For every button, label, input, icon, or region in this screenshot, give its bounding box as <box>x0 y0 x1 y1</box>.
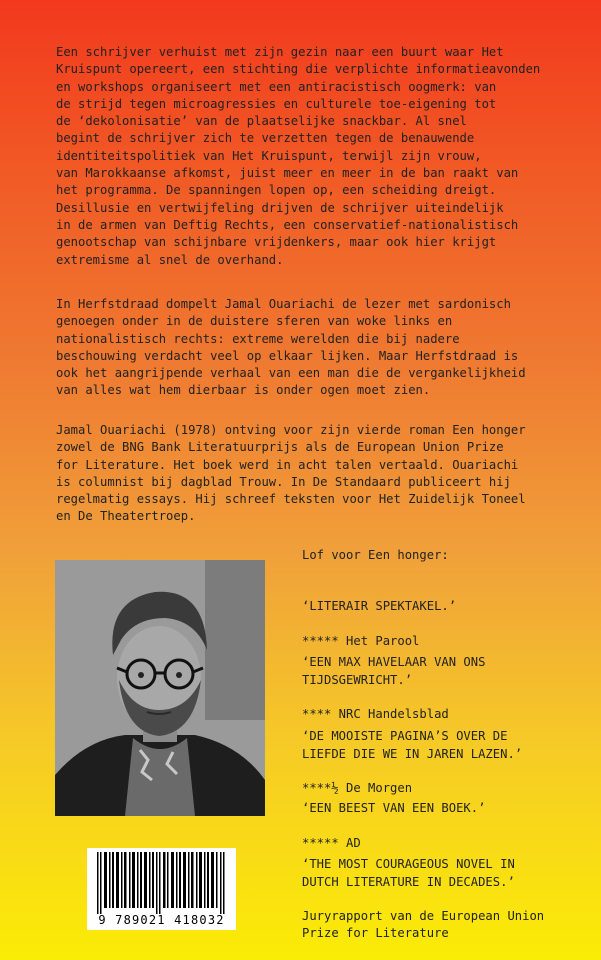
review-item <box>302 839 592 960</box>
review-quote: ‘LITERAIR SPEKTAKEL.’ <box>302 599 457 614</box>
blurb-paragraph-plot: Een schrijver verhuist met zijn gezin naar een buurt waar Het Kruispunt opereert, een stichting die verplichte informatieavonden en workshops organiseert met een antiracistisch oogmerk: van de strijd tegen microagressies en culturele toe-eigening tot de ‘dekolonisatie’ van de plaatselijke snackbar. Al snel begint de schrijver zich te verzetten tegen de benauwende identiteitspolitiek van Het Kruispunt, terwijl zijn vrouw, van Marokkaanse afkomst, juist meer en meer in de ban raakt van het programma. De spanningen lopen op, een scheiding dreigt. Desillusie en vertwijfeling drijven de schrijver uiteindelijk in de armen van Deftig Rechts, een conservatief-nationalistisch genootschap van schijnbare vrijdenkers, maar ook hier krijgt extremisme al snel de overhand. <box>56 45 541 267</box>
review-source: ***** Het Parool <box>302 633 420 648</box>
review-source: **** NRC Handelsblad <box>302 707 449 722</box>
isbn-barcode <box>87 848 236 930</box>
barcode-bars <box>87 848 236 914</box>
author-portrait-illustration <box>55 560 265 816</box>
blurb-paragraph-author-bio: Jamal Ouariachi (1978) ontving voor zijn vierde roman Een honger zowel de BNG Bank Literatuurprijs als de European Union Prize for Literature. Het boek werd in acht talen vertaald. Ouariachi is columnist bij dagblad Trouw. In De Standaard publiceert hij regelmatig essays. Hij schreef teksten voor Het Zuidelijk Toneel en De Theatertroep. <box>56 423 526 524</box>
review-source: ***** AD <box>302 835 361 850</box>
review-quote: ‘EEN MAX HAVELAAR VAN ONS TIJDSGEWRICHT.’ <box>302 655 486 687</box>
review-quote: ‘THE MOST COURAGEOUS NOVEL IN DUTCH LITERATURE IN DECADES.’ <box>302 857 515 889</box>
blurb-paragraph-theme: In Herfstdraad dompelt Jamal Ouariachi de lezer met sardonisch genoegen onder in de duistere sferen van woke links en nationalistisch rechts: extreme werelden die bij nadere beschouwing verdacht veel op elkaar lijken. Maar Herfstdraad is ook het aangrijpende verhaal van een man die de vergankelijkheid van alles wat hem dierbaar is onder ogen moet zien. <box>56 297 526 398</box>
review-quote: ‘DE MOOISTE PAGINA’S OVER DE LIEFDE DIE WE IN JAREN LAZEN.’ <box>302 729 523 761</box>
review-quote: ‘EEN BEEST VAN EEN BOEK.’ <box>302 801 486 816</box>
review-source: ****½ De Morgen <box>302 781 413 796</box>
praise-heading: Lof voor Een honger: <box>302 548 449 562</box>
review-source: Juryrapport van de European Union Prize for Literature <box>302 909 545 941</box>
isbn-digits: 9 789021 418032 <box>98 913 225 927</box>
author-photo <box>55 560 265 816</box>
